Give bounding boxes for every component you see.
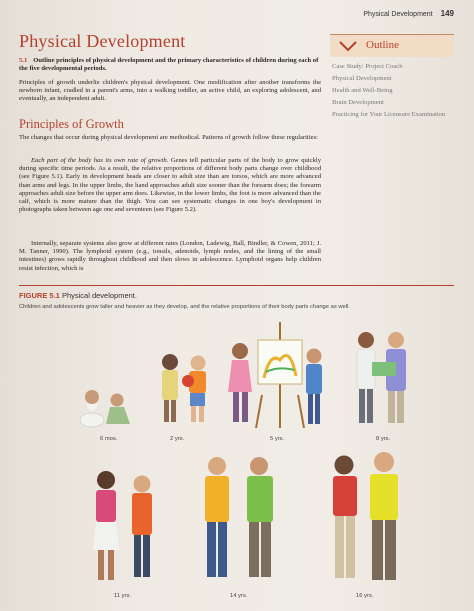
figure-title-text: Physical development. [61, 291, 137, 300]
age-label-11yrs: 11 yrs. [114, 593, 131, 599]
section-heading: Principles of Growth [19, 117, 124, 131]
outline-item: Health and Well-Being [332, 87, 393, 94]
age-label-5yrs: 5 yrs. [270, 436, 285, 442]
age-label-8yrs: 8 yrs. [376, 436, 391, 442]
running-head-title: Physical Development [363, 11, 433, 18]
outline-item: Practicing for Your Licensure Examination [332, 111, 446, 118]
age-label-14yrs: 14 yrs. [230, 593, 248, 599]
fourteen-year-old-figures [205, 457, 273, 577]
objective-number: 5.1 [19, 57, 28, 64]
objective-text: Outline principles of physical development and the primary characteristics of children during each of the five developmental periods. [19, 57, 319, 72]
page-number: 149 [440, 9, 454, 18]
outline-heading: Outline [366, 39, 399, 51]
outline-item: Physical Development [332, 75, 392, 82]
intro-paragraph: Principles of growth underlie children's physical development. One modification after another transforms the newborn infant, cradled in a parent's arms, into a walking toddler, an active child, an exploring adolescent, and eventually, an independent adult. [19, 79, 321, 103]
infant-figure [80, 390, 130, 427]
age-label-2yrs: 2 yrs. [170, 436, 185, 442]
eight-year-old-figures [357, 332, 406, 423]
section-intro: The changes that occur during physical development are methodical. Patterns of growth follow these regularities: [19, 134, 319, 141]
sixteen-year-old-figures [333, 452, 398, 580]
chapter-title: Physical Development [19, 31, 186, 51]
toddler-figure [162, 354, 206, 422]
age-label-16yrs: 16 yrs. [356, 593, 374, 599]
eleven-year-old-figures [93, 471, 152, 580]
paragraph-1-body: Genes tell particular parts of the body to grow quickly during specific time periods. As a result, the relative proportions of different body parts change over childhood (see Figure 5.1). Early in development heads are closer to adult size than are torsos, which are more advanced than arms and legs. In the upper limbs, the hand approaches adult size sooner than the forearm does; the forearm approaches adult size before the upper arm does. Likewise, in the lower limbs, the foot is more advanced than the calf, which is more mature than the thigh. You can see systematic changes in one boy's development in photographs taken between age one and seventeen (see Figure 5.2). [19, 157, 321, 214]
outline-item: Brain Development [332, 99, 384, 106]
outline-item: Case Study: Project Coach [332, 63, 403, 70]
easel-figure [228, 322, 322, 428]
age-label-6mos: 6 mos. [100, 436, 118, 442]
paragraph-2: Internally, separate systems also grow at different rates (London, Ladewig, Ball, Bindler, & Cowen, 2011; J. M. Tanner, 1990). The lymphoid system (e.g., tonsils, adenoids, lymph nodes, and the lining of the small intestines) grows rapidly throughout childhood and then slows in adolescence. Lymphoid organs help children resist infection, which is [19, 240, 321, 272]
paragraph-1-lead: Each part of the body has its own rate of growth. [31, 157, 169, 164]
figure-caption: Children and adolescents grow taller and heavier as they develop, and the relative proportions of their body parts change as well. [19, 304, 350, 310]
figure-label: FIGURE 5.1 [19, 291, 60, 300]
